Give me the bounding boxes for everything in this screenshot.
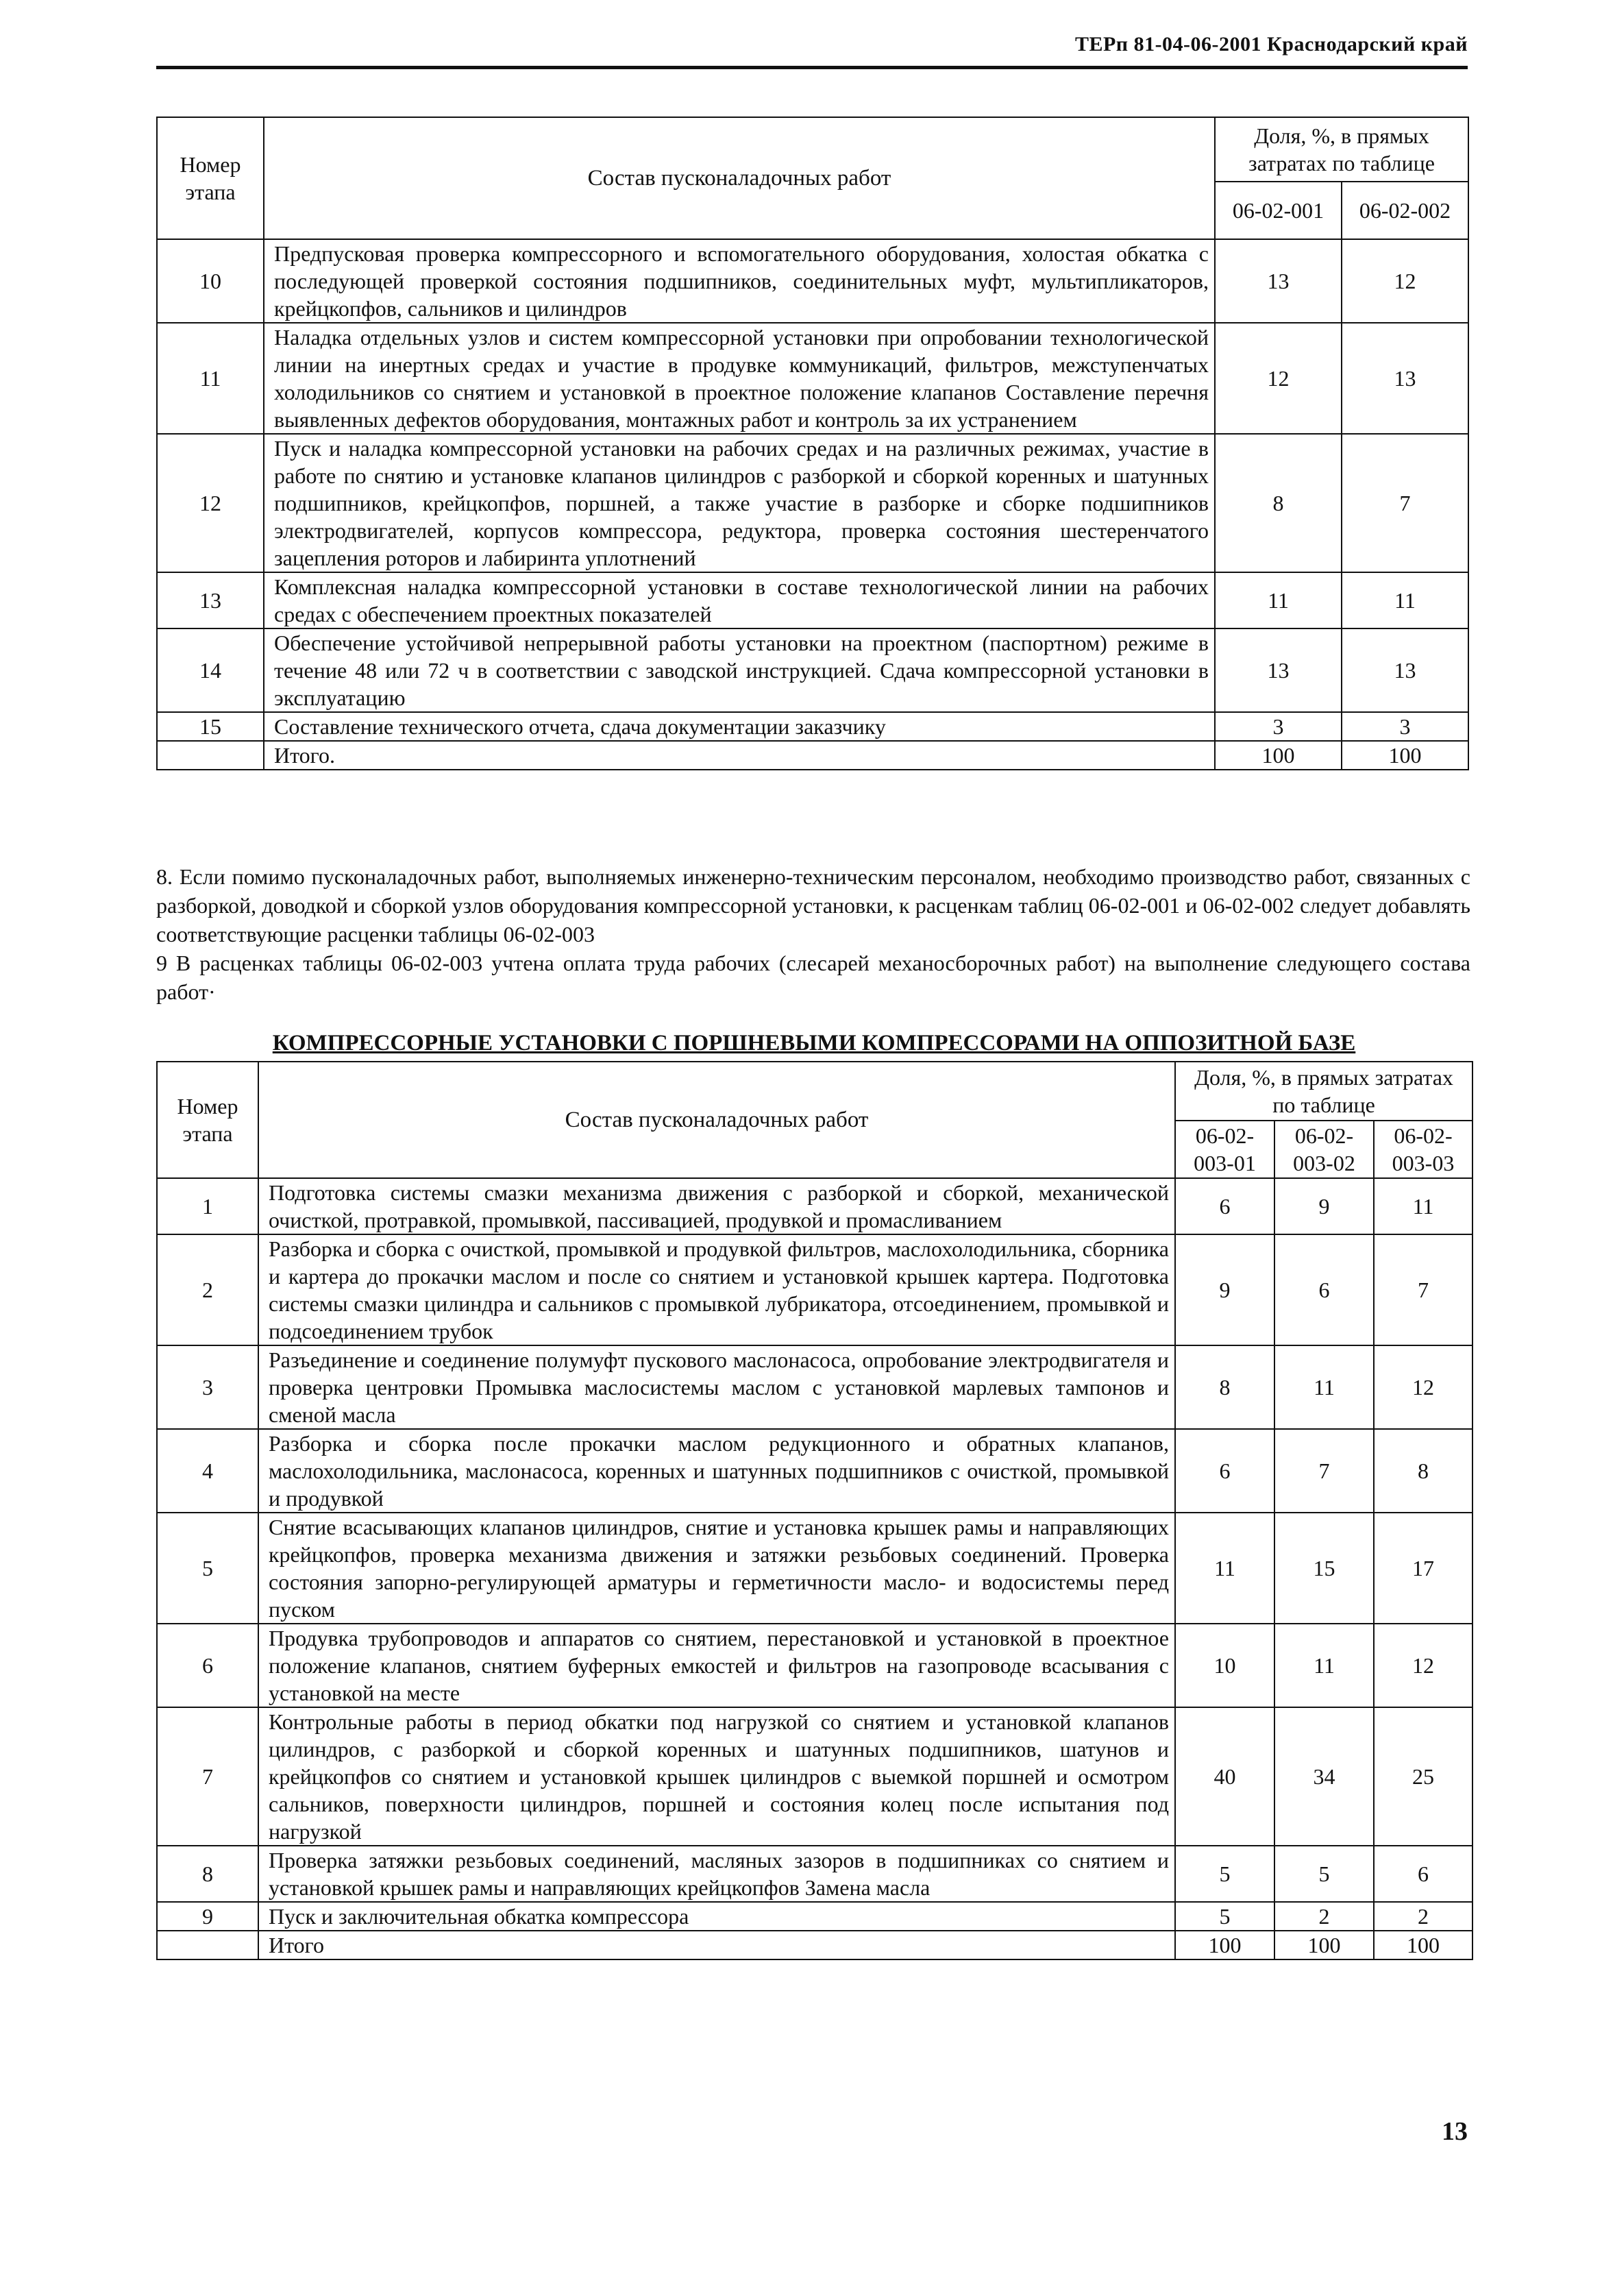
share-value-b: 11: [1342, 572, 1468, 628]
work-description: Контрольные работы в период обкатки под нагрузкой со снятием и установкой клапанов цилиндров, с разборкой и сборкой коренных и шатунных подшипников, шатунов и крейцкопфов со снятием и установкой крышек цилиндров с выемкой поршней и осмотром сальников, поверхности цилиндров, поршней и состояния колец после испытания под нагрузкой: [258, 1707, 1175, 1846]
table-row: [157, 712, 1468, 741]
share-value-a: 11: [1175, 1513, 1274, 1624]
note-9: 9 В расценках таблицы 06-02-003 учтена оплата труда рабочих (слесарей механосборочных работ) на выполнение следующего состава работ·: [156, 951, 1470, 1004]
share-value-a: 9: [1175, 1234, 1274, 1345]
total-value-b: 100: [1342, 741, 1468, 770]
section-title: КОМПРЕССОРНЫЕ УСТАНОВКИ С ПОРШНЕВЫМИ КОМПРЕССОРАМИ НА ОППОЗИТНОЙ БАЗЕ: [272, 1031, 1356, 1055]
work-description: Продувка трубопроводов и аппаратов со снятием, перестановкой и установкой в проектное положение клапанов, снятием буферных емкостей и фильтров на газопроводе всасывания с установкой на месте: [258, 1624, 1175, 1707]
table-row: [157, 628, 1468, 712]
work-description: Подготовка системы смазки механизма движения с разборкой и сборкой, механической очисткой, протравкой, промывкой, пассивацией, продувкой и промасливанием: [258, 1178, 1175, 1234]
share-value-b: 7: [1342, 434, 1468, 572]
share-value-a: 12: [1215, 323, 1342, 434]
work-description: Проверка затяжки резьбовых соединений, масляных зазоров в подшипниках со снятием и установкой крышек рамы и направляющих крейцкопфов Замена масла: [258, 1846, 1175, 1902]
stage-number: 12: [157, 434, 264, 572]
share-value-c: 25: [1374, 1707, 1472, 1846]
share-value-b: 7: [1274, 1429, 1374, 1513]
total-value-c: 100: [1374, 1931, 1472, 1959]
stage-number: 2: [157, 1234, 258, 1345]
share-value-b: 3: [1342, 712, 1468, 741]
work-description: Комплексная наладка компрессорной установки в составе технологической линии на рабочих средах с обеспечением проектных показателей: [264, 572, 1215, 628]
work-description: Составление технического отчета, сдача документации заказчику: [264, 712, 1215, 741]
total-value-a: 100: [1175, 1931, 1274, 1959]
col-header-stage: Номер этапа: [157, 117, 264, 239]
share-value-a: 10: [1175, 1624, 1274, 1707]
total-num-cell: [157, 1931, 258, 1959]
total-value-a: 100: [1215, 741, 1342, 770]
table-row: [157, 1178, 1472, 1234]
work-description: Обеспечение устойчивой непрерывной работы установки на проектном (паспортном) режиме в течение 48 или 72 ч в соответствии с заводской инструкцией. Сдача компрессорной установки в эксплуатацию: [264, 628, 1215, 712]
col-header-stage: Номер этапа: [157, 1062, 258, 1178]
share-value-c: 11: [1374, 1178, 1472, 1234]
table-row: [157, 239, 1468, 323]
stage-number: 8: [157, 1846, 258, 1902]
total-label: Итого: [258, 1931, 1175, 1959]
share-value-b: 2: [1274, 1902, 1374, 1931]
table-row: [157, 434, 1468, 572]
note-8: 8. Если помимо пусконаладочных работ, выполняемых инженерно-техническим персоналом, необходимо производство работ, связанных с разборкой, доводкой и сборкой узлов оборудования компрессорной установки, к расценкам таблиц 06-02-001 и 06-02-002 следует добавлять соответствующие расценки таблицы 06-02-003: [156, 864, 1470, 947]
table2-total-row: [157, 1931, 1472, 1959]
table-row: [157, 323, 1468, 434]
share-value-c: 12: [1374, 1345, 1472, 1429]
col-header-table-c: 06-02-003-03: [1374, 1121, 1472, 1178]
share-value-b: 6: [1274, 1234, 1374, 1345]
share-value-b: 13: [1342, 323, 1468, 434]
col-header-share: Доля, %, в прямых затратах по таблице: [1175, 1062, 1472, 1121]
share-value-a: 5: [1175, 1846, 1274, 1902]
table-opposed-compressors: [156, 1061, 1473, 1960]
share-value-a: 40: [1175, 1707, 1274, 1846]
share-value-b: 13: [1342, 628, 1468, 712]
share-value-a: 6: [1175, 1429, 1274, 1513]
stage-number: 5: [157, 1513, 258, 1624]
table-row: [157, 1707, 1472, 1846]
work-description: Пуск и наладка компрессорной установки на рабочих средах и на различных режимах, участие в работе по снятию и установке клапанов цилиндров с разборкой и сборкой коренных и шатунных подшипников, крейцкопфов, поршней, а также участие в разборке и сборке подшипников электродвигателей, корпусов компрессора, редуктора, проверка состояния шестеренчатого зацепления роторов и лабиринта уплотнений: [264, 434, 1215, 572]
work-description: Предпусковая проверка компрессорного и вспомогательного оборудования, холостая обкатка с последующей проверкой состояния подшипников, соединительных муфт, мультипликаторов, крейцкопфов, сальников и цилиндров: [264, 239, 1215, 323]
page-number: 13: [1442, 2117, 1468, 2146]
notes-block: [156, 862, 1470, 1006]
table2-body: [157, 1178, 1472, 1931]
col-header-table-a: 06-02-001: [1215, 182, 1342, 239]
stage-number: 14: [157, 628, 264, 712]
stage-number: 4: [157, 1429, 258, 1513]
stage-number: 3: [157, 1345, 258, 1429]
table-row: [157, 572, 1468, 628]
share-value-a: 13: [1215, 628, 1342, 712]
table-row: [157, 1345, 1472, 1429]
stage-number: 1: [157, 1178, 258, 1234]
share-value-a: 13: [1215, 239, 1342, 323]
share-value-a: 8: [1215, 434, 1342, 572]
table-row: [157, 1902, 1472, 1931]
share-value-c: 17: [1374, 1513, 1472, 1624]
share-value-c: 6: [1374, 1846, 1472, 1902]
share-value-b: 15: [1274, 1513, 1374, 1624]
col-header-table-b: 06-02-002: [1342, 182, 1468, 239]
table-row: [157, 1624, 1472, 1707]
table-row: [157, 1846, 1472, 1902]
table1-body: [157, 239, 1468, 741]
table-commissioning-stages: [156, 117, 1469, 770]
work-description: Наладка отдельных узлов и систем компрессорной установки при опробовании технологической линии на инертных средах и участие в продувке коммуникаций, фильтров, межступенчатых холодильников со снятием и установкой в проектное положение клапанов Составление перечня выявленных дефектов оборудования, монтажных работ и контроль за их устранением: [264, 323, 1215, 434]
share-value-c: 7: [1374, 1234, 1472, 1345]
col-header-work: Состав пусконаладочных работ: [258, 1062, 1175, 1178]
work-description: Разборка и сборка с очисткой, промывкой и продувкой фильтров, маслохолодильника, сборника и картера до прокачки маслом и после со снятием и установкой крышек картера. Подготовка системы смазки цилиндра и сальников с промывкой лубрикатора, отсоединением, промывкой и подсоединением трубок: [258, 1234, 1175, 1345]
share-value-a: 5: [1175, 1902, 1274, 1931]
total-label: Итого.: [264, 741, 1215, 770]
share-value-a: 3: [1215, 712, 1342, 741]
table-row: [157, 1429, 1472, 1513]
share-value-c: 2: [1374, 1902, 1472, 1931]
share-value-b: 12: [1342, 239, 1468, 323]
share-value-a: 8: [1175, 1345, 1274, 1429]
col-header-table-b: 06-02-003-02: [1274, 1121, 1374, 1178]
stage-number: 13: [157, 572, 264, 628]
share-value-a: 6: [1175, 1178, 1274, 1234]
col-header-work: Состав пусконаладочных работ: [264, 117, 1215, 239]
stage-number: 11: [157, 323, 264, 434]
table1-total-row: [157, 741, 1468, 770]
share-value-b: 11: [1274, 1345, 1374, 1429]
total-num-cell: [157, 741, 264, 770]
total-value-b: 100: [1274, 1931, 1374, 1959]
col-header-table-a: 06-02-003-01: [1175, 1121, 1274, 1178]
work-description: Разборка и сборка после прокачки маслом редукционного и обратных клапанов, маслохолодильника, маслонасоса, коренных и шатунных подшипников с очисткой, промывкой и продувкой: [258, 1429, 1175, 1513]
share-value-c: 12: [1374, 1624, 1472, 1707]
stage-number: 7: [157, 1707, 258, 1846]
work-description: Пуск и заключительная обкатка компрессора: [258, 1902, 1175, 1931]
share-value-a: 11: [1215, 572, 1342, 628]
stage-number: 6: [157, 1624, 258, 1707]
share-value-b: 34: [1274, 1707, 1374, 1846]
stage-number: 9: [157, 1902, 258, 1931]
share-value-c: 8: [1374, 1429, 1472, 1513]
table-row: [157, 1513, 1472, 1624]
share-value-b: 5: [1274, 1846, 1374, 1902]
running-header: ТЕРп 81-04-06-2001 Краснодарский край: [156, 27, 1468, 69]
stage-number: 15: [157, 712, 264, 741]
work-description: Разъединение и соединение полумуфт пускового маслонасоса, опробование электродвигателя и проверка центровки Промывка маслосистемы маслом с установкой марлевых тампонов и сменой масла: [258, 1345, 1175, 1429]
share-value-b: 11: [1274, 1624, 1374, 1707]
col-header-share: Доля, %, в прямых затратах по таблице: [1215, 117, 1468, 182]
share-value-b: 9: [1274, 1178, 1374, 1234]
work-description: Снятие всасывающих клапанов цилиндров, снятие и установка крышек рамы и направляющих крейцкопфов, проверка механизма движения и затяжки резьбовых соединений. Проверка состояния запорно-регулирующей арматуры и герметичности масло- и водосистемы перед пуском: [258, 1513, 1175, 1624]
table-row: [157, 1234, 1472, 1345]
stage-number: 10: [157, 239, 264, 323]
